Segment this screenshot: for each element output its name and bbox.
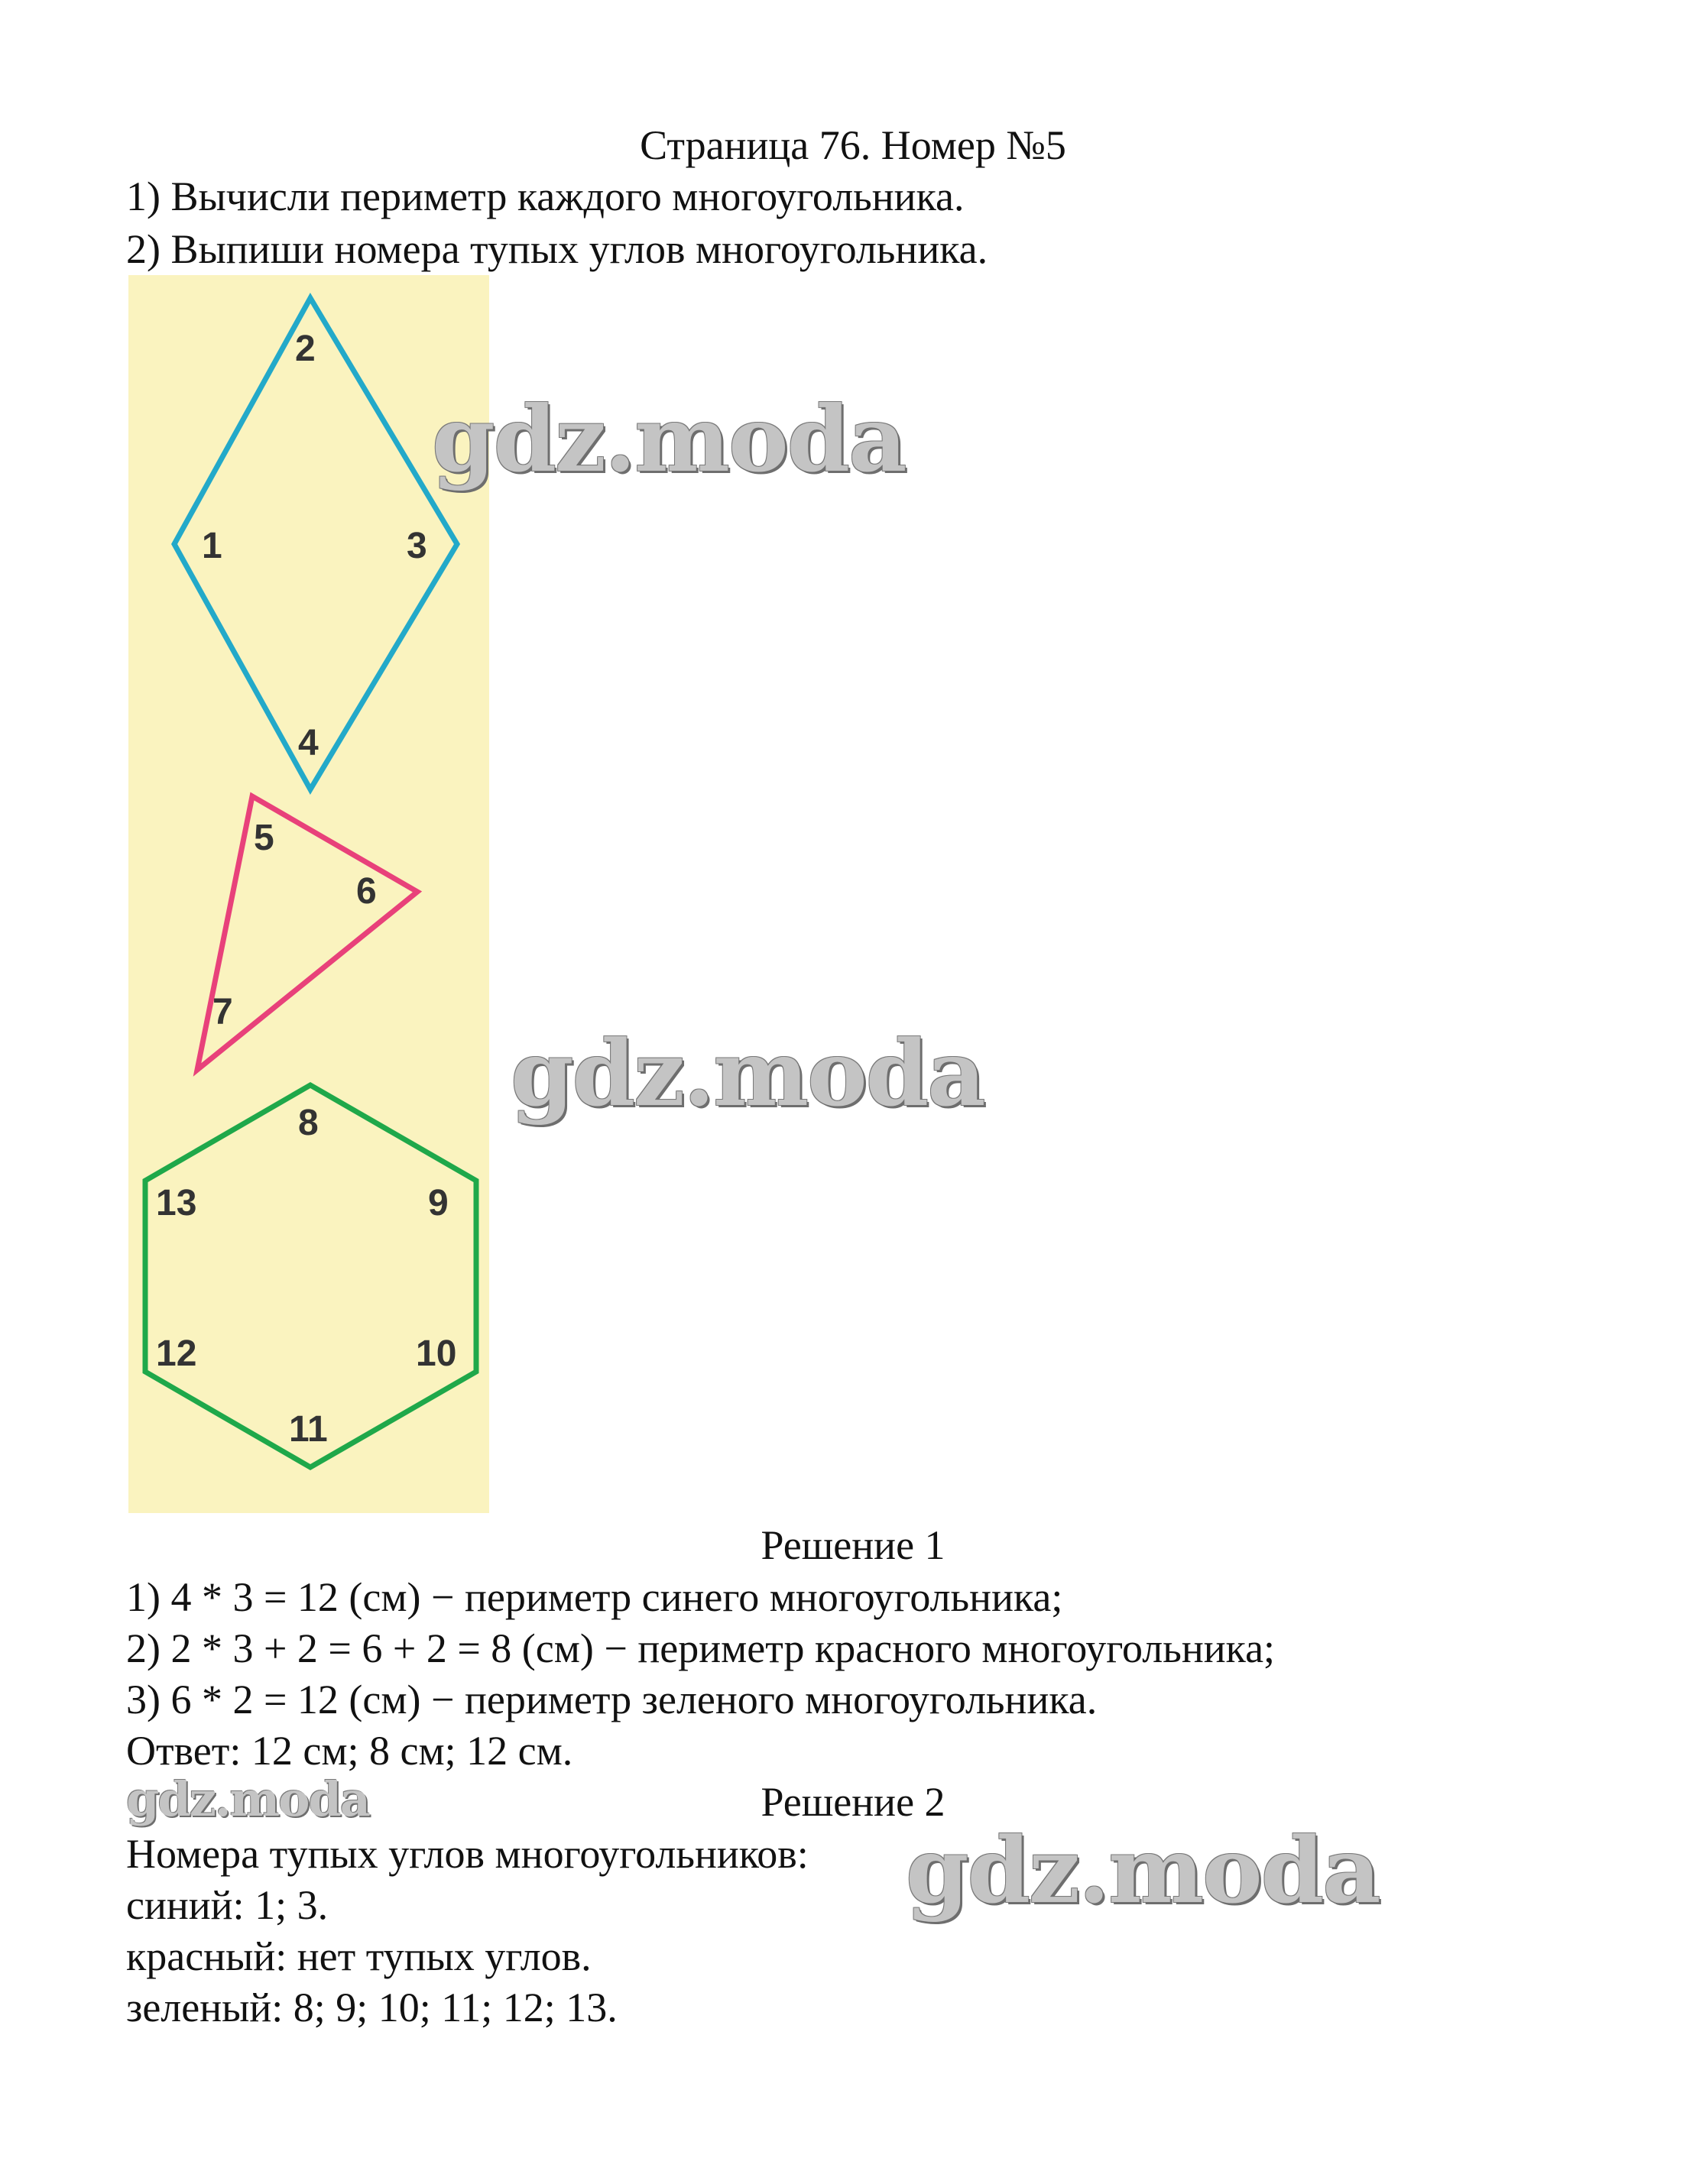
angle-label-7: 7 (212, 992, 233, 1032)
task-1-text: 1) Вычисли периметр каждого многоугольника. (126, 173, 965, 219)
watermark-3: gdz.moda (126, 1771, 369, 1827)
angle-label-9: 9 (428, 1183, 449, 1223)
solution-1-heading: Решение 1 (761, 1522, 945, 1568)
solution-2-line-3: зеленый: 8; 9; 10; 11; 12; 13. (126, 1985, 618, 2030)
angle-label-6: 6 (356, 871, 377, 912)
watermark-1: gdz.moda (432, 386, 906, 492)
solution-1-line-1: 1) 4 * 3 = 12 (см) − периметр синего многоугольника; (126, 1574, 1063, 1620)
angle-label-3: 3 (407, 526, 427, 566)
task-2-text: 2) Выпиши номера тупых углов многоугольника. (126, 226, 988, 272)
watermark-4: gdz.moda (906, 1817, 1380, 1923)
page-title: Страница 76. Номер №5 (640, 122, 1066, 168)
solution-2-intro: Номера тупых углов многоугольников: (126, 1831, 809, 1877)
angle-label-1: 1 (202, 526, 222, 566)
angle-label-12: 12 (156, 1333, 197, 1374)
solution-2-heading: Решение 2 (761, 1779, 945, 1825)
solution-2-line-1: синий: 1; 3. (126, 1882, 329, 1928)
angle-label-5: 5 (254, 818, 274, 858)
solution-1-answer: Ответ: 12 см; 8 см; 12 см. (126, 1728, 573, 1774)
solution-2-line-2: красный: нет тупых углов. (126, 1933, 592, 1979)
solution-1-line-3: 3) 6 * 2 = 12 (см) − периметр зеленого многоугольника. (126, 1677, 1098, 1722)
angle-label-8: 8 (298, 1103, 319, 1143)
angle-label-11: 11 (289, 1409, 328, 1450)
solution-1-line-2: 2) 2 * 3 + 2 = 6 + 2 = 8 (см) − периметр красного многоугольника; (126, 1625, 1276, 1671)
angle-label-10: 10 (416, 1333, 457, 1374)
angle-label-4: 4 (298, 723, 319, 763)
angle-label-2: 2 (295, 329, 316, 369)
watermark-2: gdz.moda (511, 1020, 984, 1126)
angle-label-13: 13 (156, 1183, 197, 1223)
